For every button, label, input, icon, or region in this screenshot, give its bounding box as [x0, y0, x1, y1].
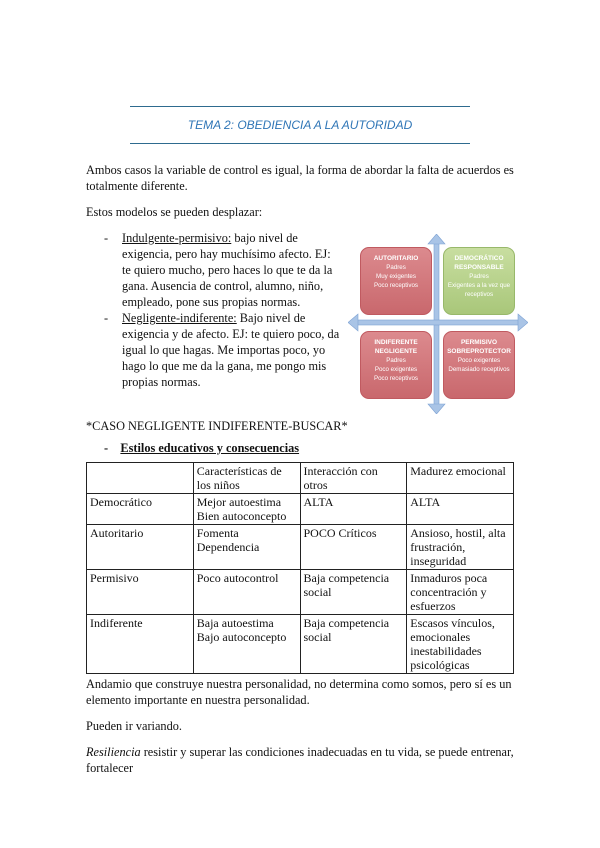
list-item	[104, 230, 340, 310]
table-cell: Ansioso, hostil, alta frustración, inseguridad	[407, 525, 514, 570]
title-rule-top	[130, 106, 470, 107]
quadrant-autoritario: AUTORITARIO Padres Muy exigentes Poco receptivos	[360, 247, 432, 315]
quadrant-indiferente: INDIFERENTE NEGLIGENTE Padres Poco exigentes Poco receptivos	[360, 331, 432, 399]
table-cell: Mejor autoestima Bien autoconcepto	[193, 494, 300, 525]
quadrant-democratico: DEMOCRÁTICO RESPONSABLE Padres Exigentes a la vez que receptivos	[443, 247, 515, 315]
list-term: Negligente-indiferente:	[122, 311, 237, 325]
quadrant-permisivo: PERMISIVO SOBREPROTECTOR Poco exigentes Demasiado receptivos	[443, 331, 515, 399]
table-cell: ALTA	[300, 494, 407, 525]
document-body	[86, 162, 516, 786]
table-cell: Permisivo	[87, 570, 194, 615]
paragraph-4: Pueden ir variando.	[86, 719, 182, 733]
paragraph-5: Resiliencia resistir y superar las condiciones inadecuadas en tu vida, se puede entrenar, fortalecer	[86, 745, 514, 775]
paragraph-2: Estos modelos se pueden desplazar:	[86, 205, 263, 219]
table-row	[87, 463, 514, 494]
page-title: TEMA 2: OBEDIENCIA A LA AUTORIDAD	[187, 118, 413, 132]
table-cell: Madurez emocional	[407, 463, 514, 494]
table-cell: Fomenta Dependencia	[193, 525, 300, 570]
table-cell: Indiferente	[87, 615, 194, 674]
list-item	[104, 310, 340, 390]
list-dash: -	[104, 231, 109, 245]
table-cell: Poco autocontrol	[193, 570, 300, 615]
table-cell: Baja autoestima Bajo autoconcepto	[193, 615, 300, 674]
table-cell: Inmaduros poca concentración y esfuerzos	[407, 570, 514, 615]
table-row	[87, 525, 514, 570]
table-cell: Escasos vínculos, emocionales inestabilidades psicológicas	[407, 615, 514, 674]
styles-table	[86, 462, 514, 674]
table-cell: Baja competencia social	[300, 570, 407, 615]
parenting-styles-diagram	[348, 234, 528, 414]
table-cell: Interacción con otros	[300, 463, 407, 494]
table-cell: Autoritario	[87, 525, 194, 570]
table-cell: ALTA	[407, 494, 514, 525]
table-cell: Características de los niños	[193, 463, 300, 494]
title-rule-bottom	[130, 143, 470, 144]
table-cell: Democrático	[87, 494, 194, 525]
table-row	[87, 494, 514, 525]
table-cell: Baja competencia social	[300, 615, 407, 674]
list-dash: -	[104, 311, 109, 325]
models-list	[104, 230, 340, 390]
list-text: Bajo nivel de exigencia y de afecto. EJ: te quiero poco, da igual lo que hagas. Me importas poco, yo hago lo que me da la gana, me pongo mis propias normas.	[122, 311, 340, 389]
models-section	[86, 230, 516, 414]
table-cell: POCO Críticos	[300, 525, 407, 570]
table-cell	[87, 463, 194, 494]
paragraph-3: Andamio que construye nuestra personalidad, no determina como somos, pero sí es un elemento importante en nuestra personalidad.	[86, 677, 512, 707]
table-row	[87, 570, 514, 615]
table-row	[87, 615, 514, 674]
caso-note: *CASO NEGLIGENTE INDIFERENTE-BUSCAR*	[86, 419, 348, 433]
section-heading: - Estilos educativos y consecuencias	[104, 441, 300, 455]
list-term: Indulgente-permisivo:	[122, 231, 232, 245]
list-text: bajo nivel de exigencia, pero hay muchísimo afecto. EJ: te quiero mucho, pero haces lo que te da la gana. Ausencia de control, alumno, niño, empleado, pone sus propias normas.	[122, 231, 333, 309]
paragraph-1: Ambos casos la variable de control es igual, la forma de abordar la falta de acuerdos es totalmente diferente.	[86, 163, 514, 193]
